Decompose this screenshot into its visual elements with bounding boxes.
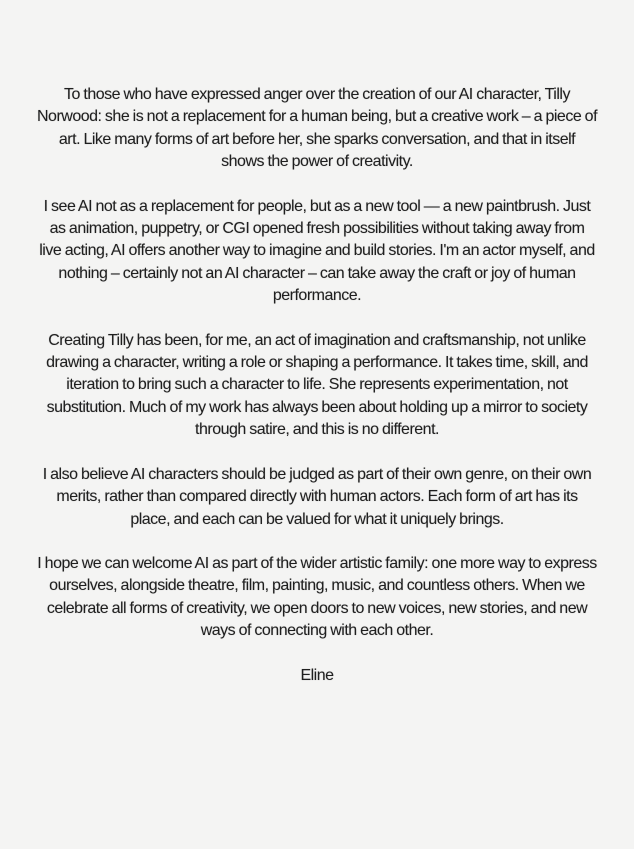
statement-paragraph-1: To those who have expressed anger over the creation of our AI character, Tilly Norwood: she is not a replacement for a human being, but a creative work – a piece of art. Like many forms of art before her, she sparks conversation, and that in itself shows the power of creativity. [37, 86, 598, 171]
statement-body [37, 84, 597, 687]
statement-paragraph-5: I hope we can welcome AI as part of the wider artistic family: one more way to express ourselves, alongside theatre, film, painting, music, and countless others. When we celebrate all forms of creativity, we open doors to new voices, new stories, and new ways of connecting with each other. [37, 554, 597, 640]
statement-paragraph-4: I also believe AI characters should be judged as part of their own genre, on their own merits, rather than compared directly with human actors. Each form of art has its place, and each can be valued for what it uniquely brings. [42, 465, 592, 528]
signature: Eline [300, 666, 334, 684]
statement-paragraph-3: Creating Tilly has been, for me, an act of imagination and craftsmanship, not unlike drawing a character, writing a role or shaping a performance. It takes time, skill, and iteration to bring such a character to life. She represents experimentation, not substitution. Much of my work has always been about holding up a mirror to society through satire, and this is no different. [46, 331, 588, 439]
statement-paragraph-2: I see AI not as a replacement for people, but as a new tool — a new paintbrush. Just as animation, puppetry, or CGI opened fresh possibilities without taking away from live acting, AI offers another way to imagine and build stories. I'm an actor myself, and nothing – certainly not an AI character – can take away the craft or joy of human performance. [39, 197, 595, 305]
